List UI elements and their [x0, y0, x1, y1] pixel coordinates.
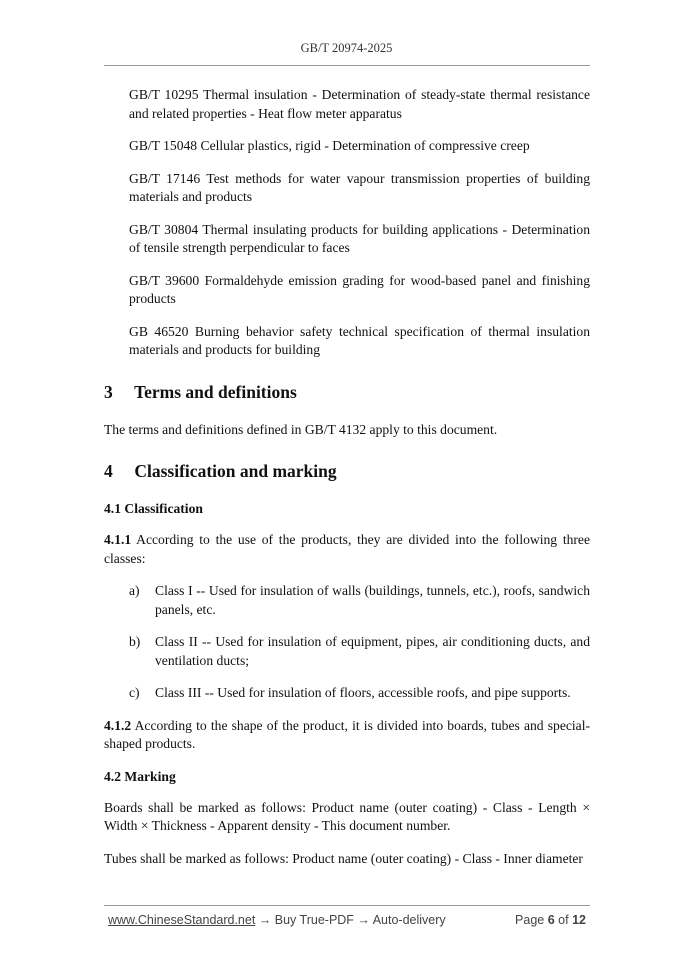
page-indicator: [515, 913, 586, 927]
subsection-heading-4-2: 4.2 Marking: [104, 768, 176, 784]
clause-number: 4.1.1: [104, 532, 132, 547]
marking-boards-paragraph: Boards shall be marked as follows: Product name (outer coating) - Class - Length × Width × Thickness - Apparent density - This document number.: [104, 799, 590, 833]
clause-text: According to the use of the products, they are divided into the following three classes:: [104, 532, 590, 566]
terms-paragraph: The terms and definitions defined in GB/T 4132 apply to this document.: [104, 421, 498, 437]
marking-tubes-paragraph: Tubes shall be marked as follows: Product name (outer coating) - Class - Inner diameter: [104, 850, 583, 866]
list-label: c): [129, 685, 140, 700]
document-body: [104, 86, 590, 882]
section-title: Terms and definitions: [134, 381, 297, 402]
reference-item: GB/T 39600 Formaldehyde emission grading for wood-based panel and finishing products: [129, 272, 590, 306]
footer-divider: [104, 905, 590, 906]
list-item: [104, 582, 590, 619]
list-label: a): [129, 583, 140, 598]
reference-item: GB/T 17146 Test methods for water vapour transmission properties of building materials and products: [129, 170, 590, 204]
list-label: b): [129, 634, 141, 649]
subsection-heading-4-1: 4.1 Classification: [104, 501, 203, 516]
buy-text: → Buy True-PDF → Auto-delivery: [255, 913, 446, 927]
clause-4-1-1: [104, 531, 590, 568]
section-heading-4: [104, 461, 590, 481]
page-word: Page: [515, 913, 545, 927]
page-header: GB/T 20974-2025: [300, 41, 393, 55]
list-text: Class III -- Used for insulation of floors, accessible roofs, and pipe supports.: [155, 685, 571, 700]
list-item: [104, 633, 590, 670]
list-text: Class II -- Used for insulation of equipment, pipes, air conditioning ducts, and ventilation ducts;: [155, 634, 590, 668]
reference-item: GB/T 15048 Cellular plastics, rigid - Determination of compressive creep: [129, 138, 530, 153]
clause-text: According to the shape of the product, it is divided into boards, tubes and special-shaped products.: [104, 717, 590, 751]
section-heading-3: [104, 382, 590, 402]
of-word: of: [558, 913, 569, 927]
reference-item: GB/T 10295 Thermal insulation - Determination of steady-state thermal resistance and related properties - Heat flow meter apparatus: [129, 87, 590, 121]
list-item: [104, 684, 590, 703]
section-number: 4: [104, 461, 113, 481]
reference-item: GB 46520 Burning behavior safety technical specification of thermal insulation materials and products for building: [129, 323, 590, 357]
page-number: 6: [547, 913, 555, 927]
header-divider: [104, 65, 590, 66]
section-title: Classification and marking: [134, 461, 337, 481]
section-number: 3: [104, 381, 113, 402]
reference-item: GB/T 30804 Thermal insulating products for building applications - Determination of tensile strength perpendicular to faces: [129, 221, 590, 255]
total-pages: 12: [572, 913, 586, 927]
clause-4-1-2: [104, 717, 590, 754]
site-link[interactable]: www.ChineseStandard.net: [108, 913, 256, 927]
clause-number: 4.1.2: [104, 717, 132, 733]
list-text: Class I -- Used for insulation of walls (buildings, tunnels, etc.), roofs, sandwich panels, etc.: [155, 583, 590, 617]
footer-promo: [108, 913, 446, 927]
